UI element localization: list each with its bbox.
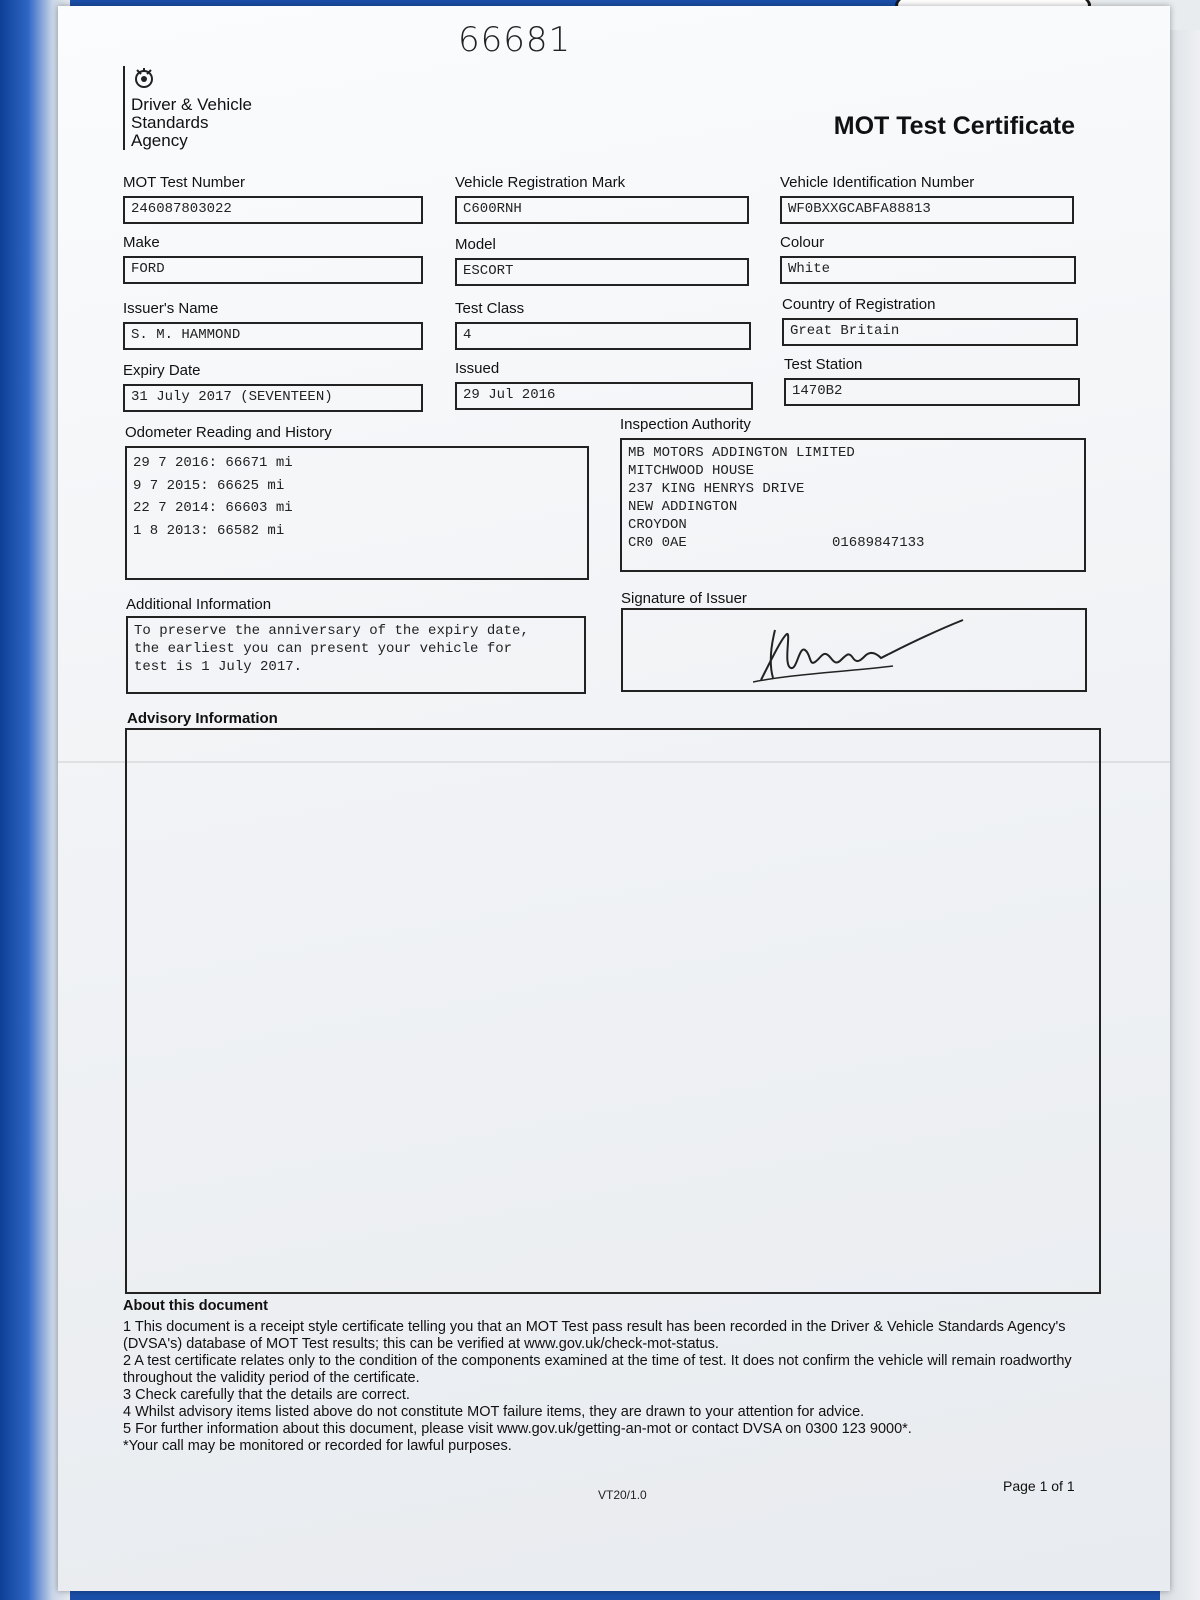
about-line: 1 This document is a receipt style certificate telling you that an MOT Test pass result has been recorded in the Driver & Vehicle Standards Agency's (DVSA's) database of MOT Test results; this can be verified at www.gov.uk/check-mot-status. [123, 1319, 1066, 1352]
about-section [123, 1298, 1123, 1455]
agency-line-1: Driver & Vehicle [131, 95, 252, 114]
about-title: About this document [123, 1298, 268, 1314]
about-line: 2 A test certificate relates only to the condition of the components examined at the time of test. It does not confirm the vehicle will remain roadworthy throughout the validity period of the certificate. [123, 1353, 1072, 1386]
vin-label: Vehicle Identification Number [780, 174, 975, 191]
issuer-label: Issuer's Name [123, 300, 219, 317]
expiry-label: Expiry Date [123, 362, 201, 379]
address-line: NEW ADDINGTON [628, 499, 738, 515]
test-station-label: Test Station [784, 356, 863, 373]
address-line: CR0 0AE [628, 535, 687, 551]
test-class-value: 4 [455, 322, 751, 350]
issuer-value: S. M. HAMMOND [123, 322, 423, 350]
odometer-entry: 29 7 2016: 66671 mi [133, 455, 293, 471]
expiry-value: 31 July 2017 (SEVENTEEN) [123, 384, 423, 412]
odometer-entry: 1 8 2013: 66582 mi [133, 522, 285, 539]
odometer-history [125, 446, 589, 580]
document-title: MOT Test Certificate [833, 112, 1075, 140]
address-line: MITCHWOOD HOUSE [628, 463, 755, 479]
additional-info-line: test is 1 July 2017. [134, 659, 303, 675]
registration-label: Vehicle Registration Mark [455, 174, 626, 191]
mot-certificate [58, 6, 1170, 1591]
advisory-label: Advisory Information [127, 710, 278, 727]
additional-info-label: Additional Information [126, 596, 272, 613]
address-line: 237 KING HENRYS DRIVE [628, 481, 805, 497]
signature-label: Signature of Issuer [621, 590, 747, 607]
form-code: VT20/1.0 [598, 1488, 647, 1502]
about-line: 3 Check carefully that the details are correct. [123, 1387, 410, 1403]
test-class-label: Test Class [455, 300, 525, 317]
address-line: MB MOTORS ADDINGTON LIMITED [628, 445, 855, 461]
vin-value: WF0BXXGCABFA88813 [780, 196, 1074, 224]
agency-line-2: Standards [131, 113, 209, 132]
royal-crest-icon [131, 66, 157, 90]
colour-label: Colour [780, 234, 825, 251]
additional-info-text [126, 616, 586, 694]
advisory-box [125, 728, 1101, 1294]
issued-value: 29 Jul 2016 [455, 382, 753, 410]
station-phone: 01689847133 [832, 535, 925, 551]
dvsa-logo [123, 66, 252, 150]
about-line: *Your call may be monitored or recorded for lawful purposes. [123, 1438, 512, 1454]
agency-line-3: Agency [131, 131, 188, 150]
page-number: Page 1 of 1 [1003, 1478, 1075, 1494]
country-value: Great Britain [782, 318, 1078, 346]
additional-info-line: the earliest you can present your vehicle for [134, 641, 513, 657]
about-line: 4 Whilst advisory items listed above do not constitute MOT failure items, they are drawn to your attention for advice. [123, 1404, 865, 1420]
make-label: Make [123, 234, 160, 251]
mot-test-number-value: 246087803022 [123, 196, 423, 224]
make-value: FORD [123, 256, 423, 284]
model-label: Model [455, 236, 496, 253]
handwritten-note: 66681 [458, 20, 572, 60]
odometer-label: Odometer Reading and History [125, 424, 332, 441]
colour-value: White [780, 256, 1076, 284]
signature-box [621, 608, 1087, 692]
address-line: CROYDON [628, 517, 687, 533]
inspection-authority-label: Inspection Authority [620, 416, 751, 433]
mot-test-number-label: MOT Test Number [123, 174, 245, 191]
model-value: ESCORT [455, 258, 749, 286]
about-line: 5 For further information about this document, please visit www.gov.uk/getting-an-mot or contact DVSA on 0300 123 9000*. [123, 1421, 912, 1437]
test-station-value: 1470B2 [784, 378, 1080, 406]
inspection-authority-address [620, 438, 1086, 572]
signature-scribble [753, 616, 993, 686]
issued-label: Issued [455, 360, 500, 377]
registration-value: C600RNH [455, 196, 749, 224]
odometer-entry: 9 7 2015: 66625 mi [133, 477, 285, 494]
odometer-entry: 22 7 2014: 66603 mi [133, 500, 293, 516]
additional-info-line: To preserve the anniversary of the expiry date, [134, 623, 529, 639]
country-label: Country of Registration [782, 296, 936, 313]
